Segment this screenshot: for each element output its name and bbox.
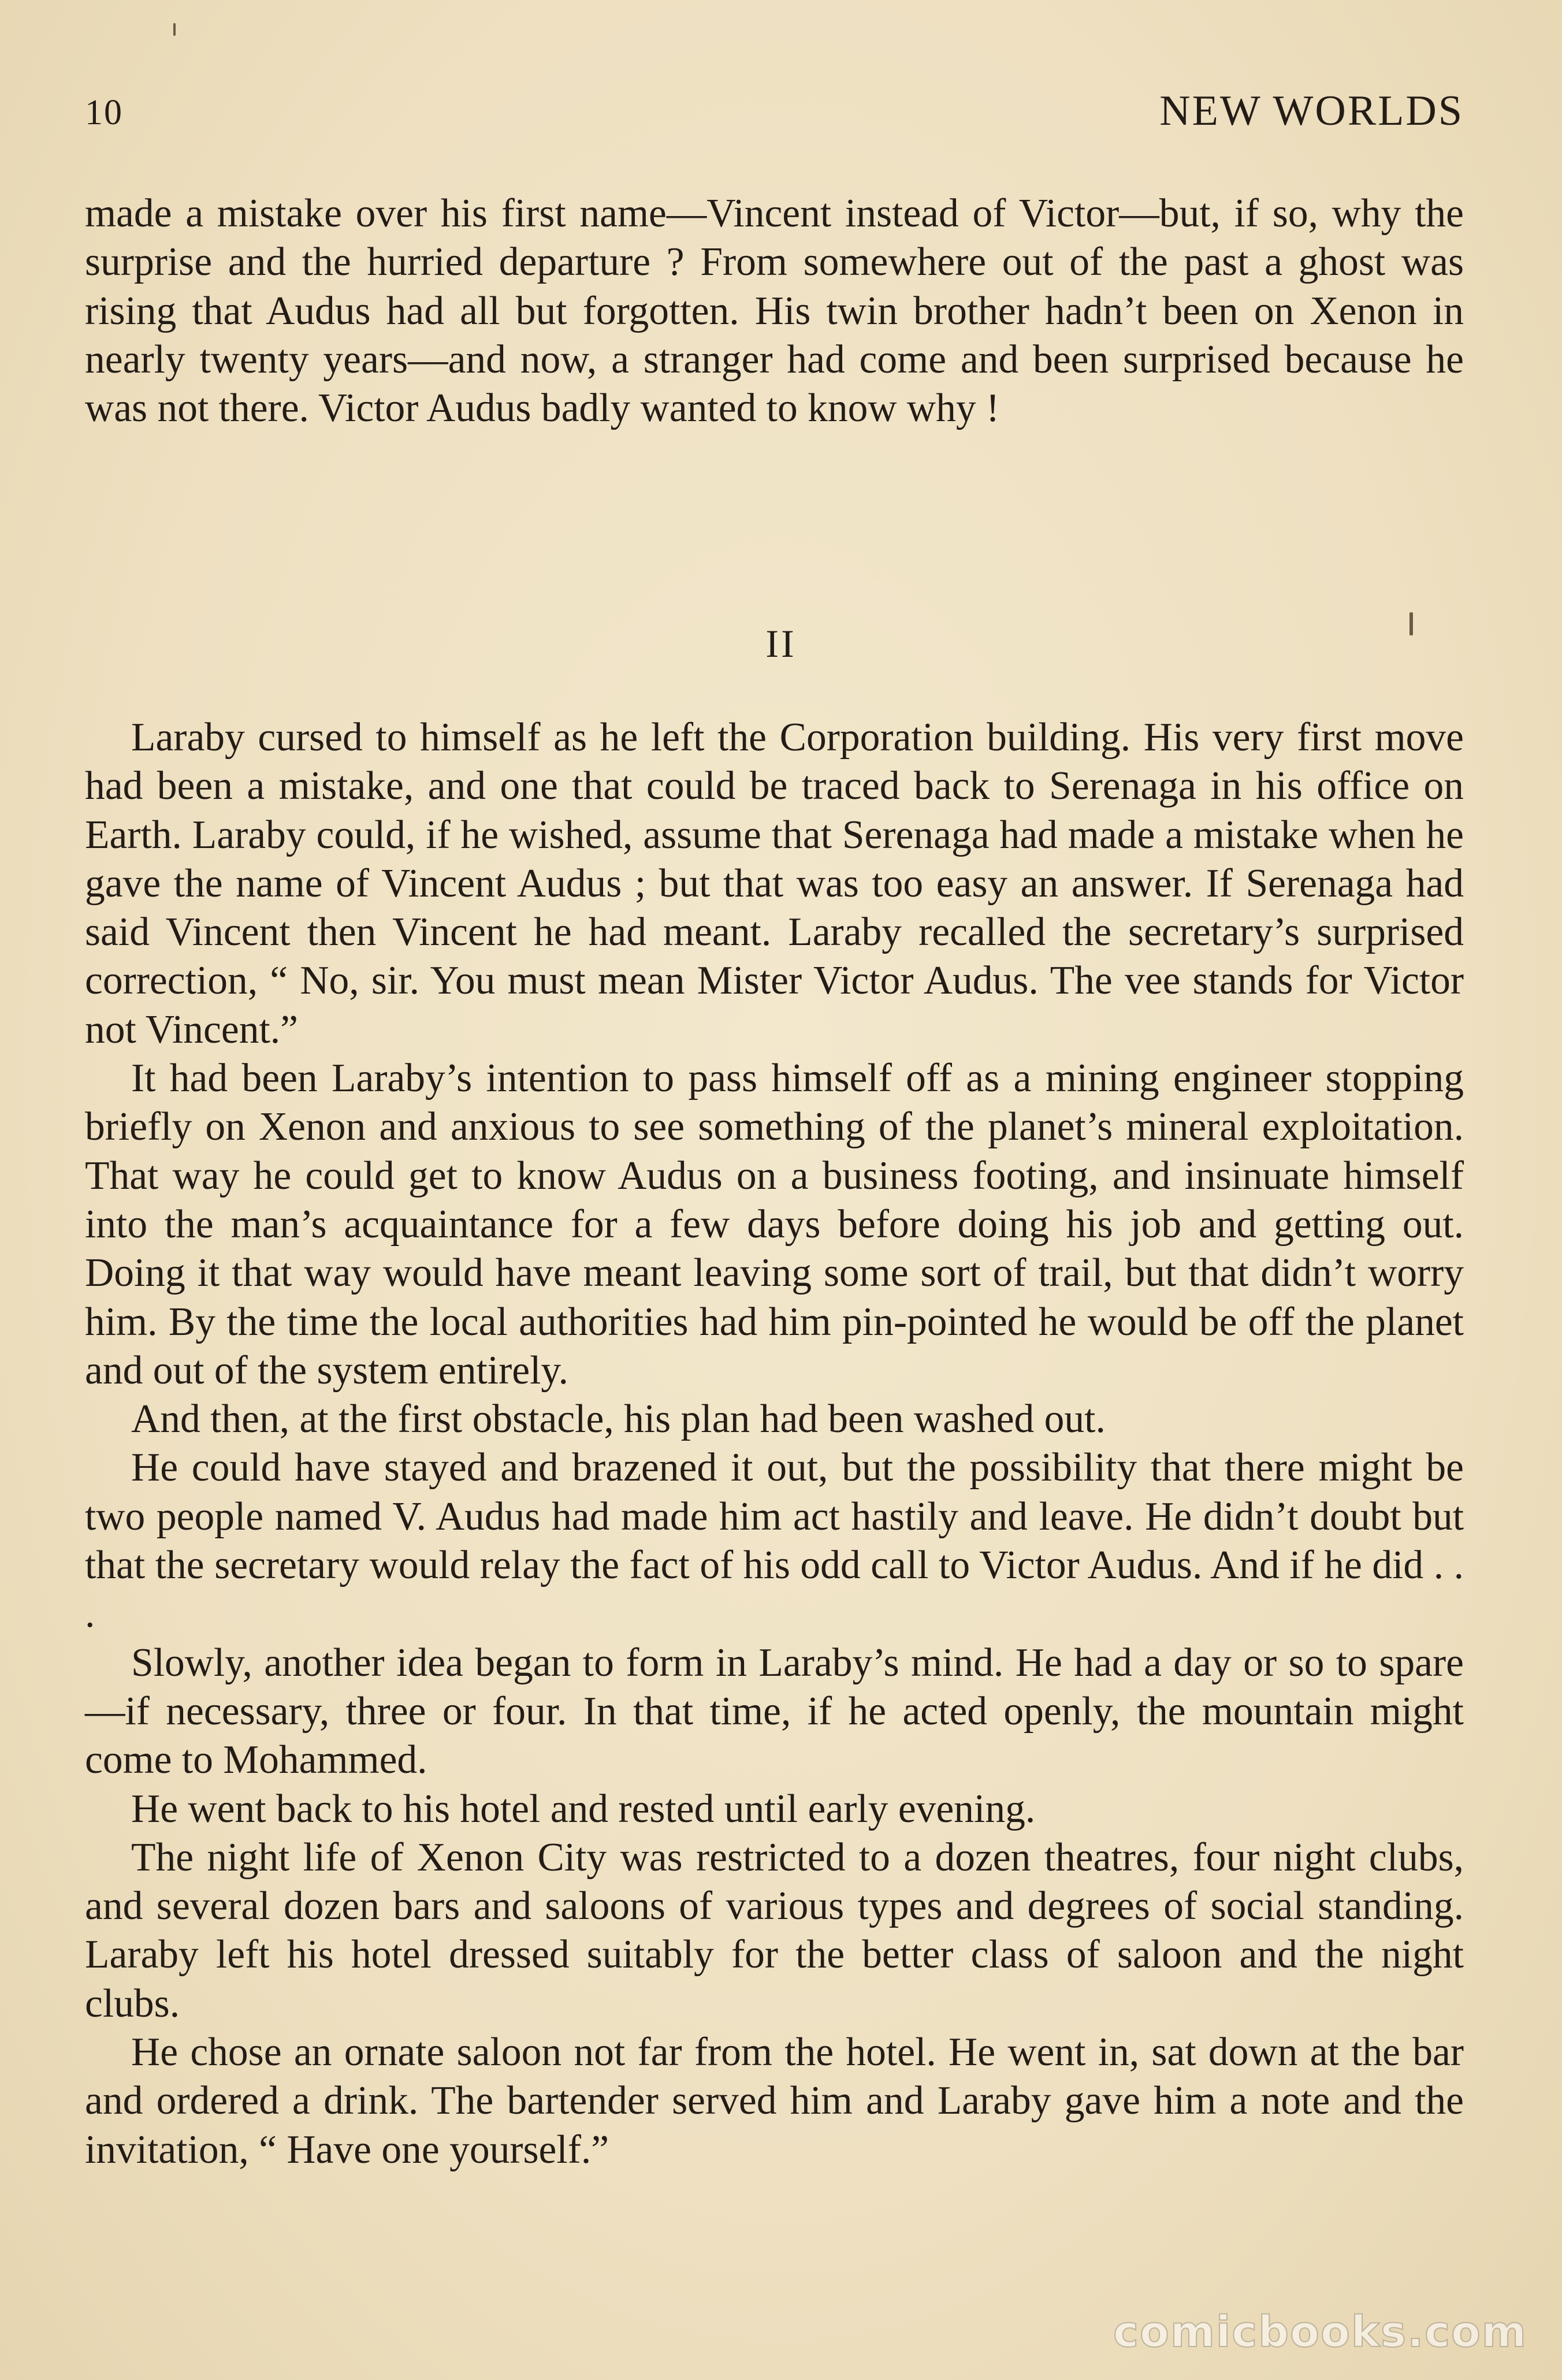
paragraph: It had been Laraby’s intention to pass himself off as a mining engineer stopping briefly on Xenon and anxious to see something of the planet’s mineral exploitation. That way he could get to know Audus on a business footing, and insinuate himself into the man’s acquaintance for a few days before doing his job and getting out. Doing it that way would have meant leaving some sort of trail, but that didn’t worry him. By the time the local authorities had him pin-pointed he would be off the planet and out of the system entirely. — [85, 1056, 1464, 1393]
paragraph: He could have stayed and brazened it out, but the possibility that there might be two people named V. Audus had made him act hastily and leave. He didn’t doubt but that the secretary would relay the fact of his odd call to Victor Audus. And if he did . . . — [85, 1445, 1464, 1637]
watermark-logo: comicbooks.com — [1113, 2307, 1527, 2357]
continued-text — [85, 189, 1464, 433]
paragraph: The night life of Xenon City was restricted to a dozen theatres, four night clubs, and several dozen bars and saloons of various types and degrees of social standing. Laraby left his hotel dressed suitably for the better class of saloon and the night clubs. — [85, 1835, 1464, 2026]
book-title: NEW WORLDS — [1159, 87, 1464, 135]
paragraph: He chose an ornate saloon not far from the hotel. He went in, sat down at the bar and ordered a drink. The bartender served him and Laraby gave him a note and the invitation, “ Have one yourself.” — [85, 2030, 1464, 2172]
paragraph: He went back to his hotel and rested until early evening. — [131, 1786, 1036, 1831]
paragraph: And then, at the first obstacle, his plan had been washed out. — [131, 1397, 1106, 1442]
section-text — [85, 713, 1464, 2174]
paper-speck — [173, 23, 176, 36]
paragraph: made a mistake over his first name—Vincent instead of Victor—but, if so, why the surprise and the hurried departure ? From somewhere out of the past a ghost was rising that Audus had all but forgotten. His twin brother hadn’t been on Xenon in nearly twenty years—and now, a stranger had come and been surprised because he was not there. Victor Audus badly wanted to know why ! — [85, 191, 1464, 431]
page-number: 10 — [85, 93, 123, 132]
section-heading: II — [765, 622, 797, 665]
paper-speck — [1409, 612, 1413, 635]
paragraph: Laraby cursed to himself as he left the Corporation building. His very first move had been a mistake, and one that could be traced back to Serenaga in his office on Earth. Laraby could, if he wished, assume that Serenaga had made a mistake when he gave the name of Vincent Audus ; but that was too easy an answer. If Serenaga had said Vincent then Vincent he had meant. Laraby recalled the secretary’s surprised correction, “ No, sir. You must mean Mister Victor Audus. The vee stands for Victor not Vincent.” — [85, 715, 1464, 1052]
paragraph: Slowly, another idea began to form in Laraby’s mind. He had a day or so to spare—if necessary, three or four. In that time, if he acted openly, the mountain might come to Mohammed. — [85, 1640, 1464, 1783]
running-head — [85, 87, 1464, 150]
